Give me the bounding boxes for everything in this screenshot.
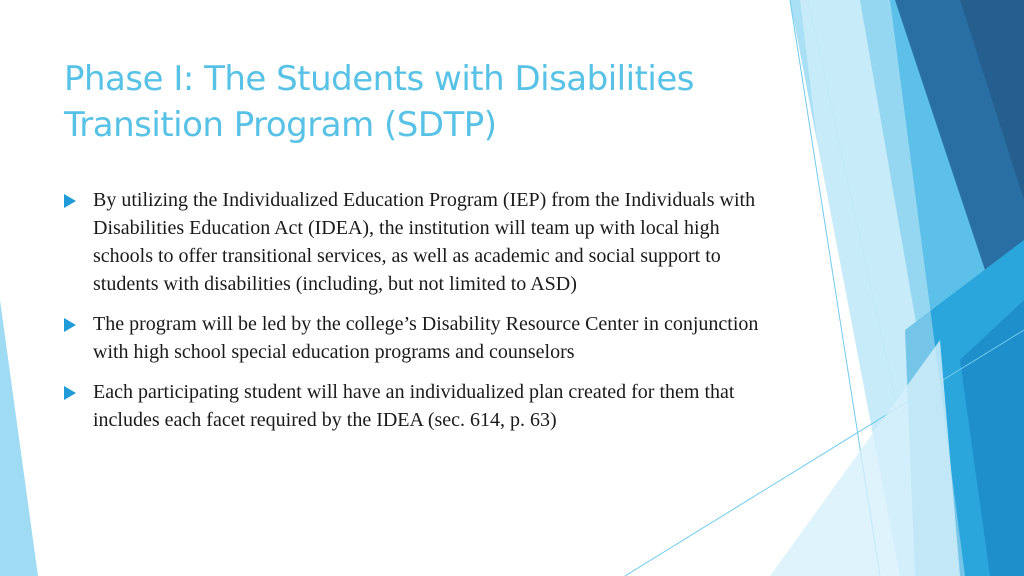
bullet-text: By utilizing the Individualized Education Program (IEP) from the Individuals with Disabilities Education Act (IDEA), the institution will team up with local high schools to offer transitional services, as well as academic and social support to students with disabilities (including, but not limited to ASD) <box>93 189 756 295</box>
bullet-arrow-icon <box>64 194 76 208</box>
bullet-item <box>64 186 764 298</box>
slide-title <box>64 56 764 148</box>
left-edge-shape <box>0 300 38 576</box>
bullet-list <box>64 186 764 446</box>
bullet-text: Each participating student will have an individualized plan created for them that includes each facet required by the IDEA (sec. 614, p. 63) <box>93 381 735 431</box>
title-line-2: Transition Program (SDTP) <box>64 105 497 145</box>
bullet-text: The program will be led by the college’s Disability Resource Center in conjunction with high school special education programs and counselors <box>93 313 759 363</box>
title-line-1: Phase I: The Students with Disabilities <box>64 59 694 99</box>
bullet-arrow-icon <box>64 386 76 400</box>
bullet-item <box>64 378 764 434</box>
bullet-arrow-icon <box>64 318 76 332</box>
bullet-item <box>64 310 764 366</box>
